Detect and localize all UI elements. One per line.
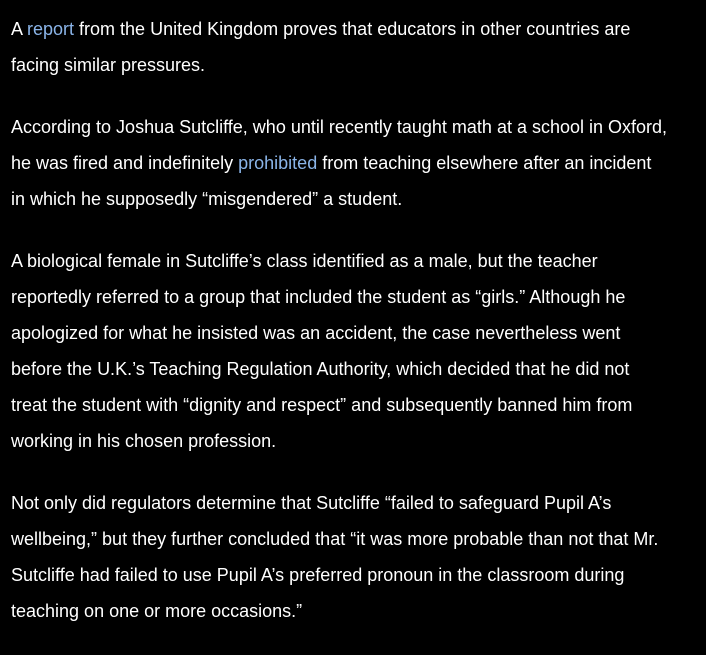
paragraph-report [11, 11, 706, 83]
paragraph-text: A [11, 19, 28, 39]
paragraph-text: in which he supposedly “misgendered” a student. [11, 189, 403, 209]
paragraph-incident [11, 243, 706, 459]
paragraph-sutcliffe [11, 109, 706, 217]
paragraph-text: apologized for what he insisted was an accident, the case nevertheless went [11, 323, 621, 343]
report-link[interactable]: report [27, 19, 75, 39]
paragraph-text: from teaching elsewhere after an incident [317, 153, 652, 173]
paragraph-text: treat the student with “dignity and respect” and subsequently banned him from [11, 395, 633, 415]
paragraph-text: he was fired and indefinitely [11, 153, 239, 173]
paragraph-text: from the United Kingdom proves that educators in other countries are [74, 19, 631, 39]
paragraph-text: teaching on one or more occasions.” [11, 601, 303, 621]
paragraph-text: working in his chosen profession. [11, 431, 277, 451]
paragraph-text: A biological female in Sutcliffe’s class identified as a male, but the teacher [11, 251, 598, 271]
paragraph-text: reportedly referred to a group that included the student as “girls.” Although he [11, 287, 626, 307]
prohibited-link[interactable]: prohibited [238, 153, 318, 173]
paragraph-text: Sutcliffe had failed to use Pupil A’s preferred pronoun in the classroom during [11, 565, 625, 585]
paragraph-text: Not only did regulators determine that Sutcliffe “failed to safeguard Pupil A’s [11, 493, 612, 513]
paragraph-text: facing similar pressures. [11, 55, 206, 75]
paragraph-text: before the U.K.’s Teaching Regulation Authority, which decided that he did not [11, 359, 630, 379]
paragraph-regulators [11, 485, 706, 629]
paragraph-text: According to Joshua Sutcliffe, who until recently taught math at a school in Oxford, [11, 117, 668, 137]
article-body [11, 11, 706, 655]
paragraph-text: wellbeing,” but they further concluded that “it was more probable than not that Mr. [11, 529, 659, 549]
